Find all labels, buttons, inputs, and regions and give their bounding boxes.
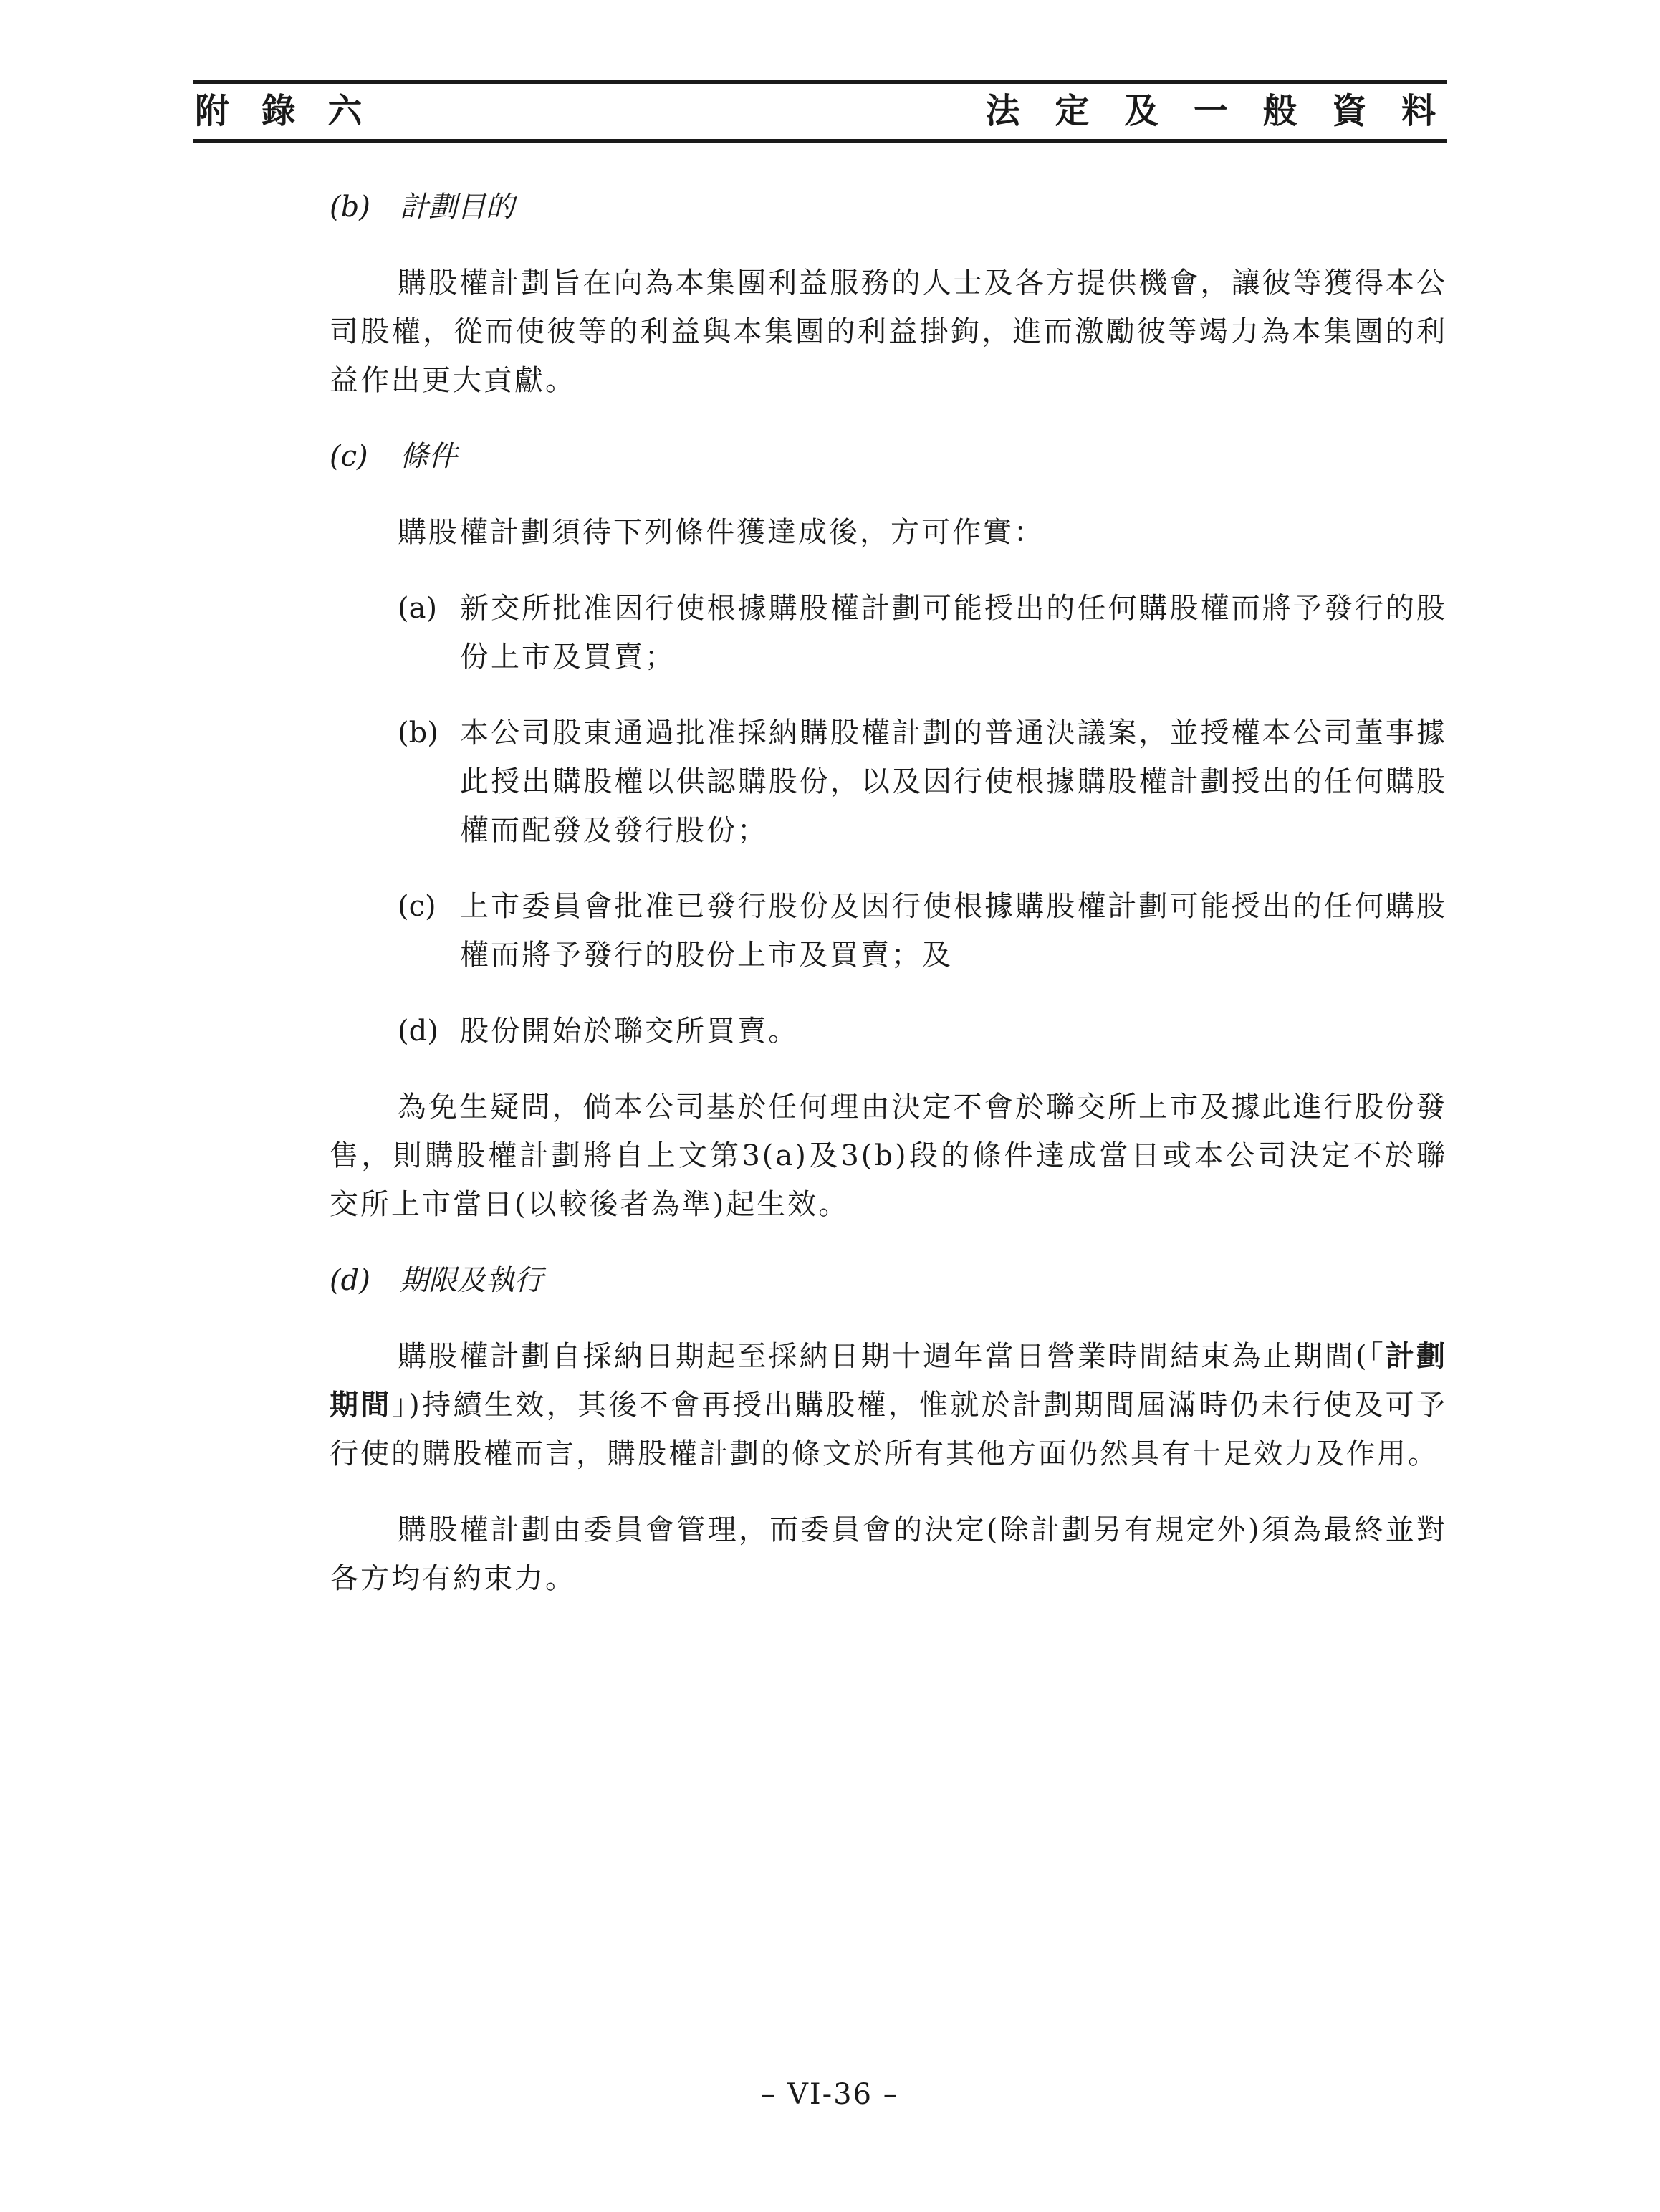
condition-item [330, 1007, 1447, 1055]
heading-c [330, 432, 1447, 481]
document-body [330, 183, 1447, 1630]
heading-d [330, 1256, 1447, 1305]
conditions-intro: 購股權計劃須待下列條件獲達成後，方可作實： [398, 516, 1045, 549]
header-top-rule [193, 80, 1447, 84]
heading-b [330, 183, 1447, 231]
duration-paragraph [330, 1332, 1447, 1478]
page-number: – VI-36 – [761, 2078, 899, 2111]
scheme-period-term: 計劃期間 [330, 1339, 1448, 1422]
condition-marker: (b) [398, 717, 438, 750]
condition-item [330, 584, 1447, 681]
duration-text-start: 購股權計劃自採納日期起至採納日期十週年當日營業時間結束為止期間(「 [398, 1340, 1386, 1373]
header-bottom-rule [193, 139, 1447, 143]
condition-marker: (d) [398, 1015, 438, 1048]
condition-marker: (c) [398, 890, 436, 923]
conditions-closing-paragraph: 為免生疑問，倘本公司基於任何理由決定不會於聯交所上市及據此進行股份發售，則購股權計劃將自上文第3(a)及3(b)段的條件達成當日或本公司決定不於聯交所上市當日(以較後者為準)起生效。 [330, 1091, 1447, 1221]
condition-item [330, 709, 1447, 855]
appendix-label: 附 錄 六 [195, 91, 373, 131]
condition-marker: (a) [398, 592, 438, 625]
heading-b-number: (b) [330, 191, 370, 224]
heading-b-title: 計劃目的 [400, 191, 514, 224]
heading-d-number: (d) [330, 1264, 370, 1297]
condition-text: 股份開始於聯交所買賣。 [460, 1015, 799, 1048]
heading-c-number: (c) [330, 440, 368, 473]
condition-text: 上市委員會批准已發行股份及因行使根據購股權計劃可能授出的任何購股權而將予發行的股份上市及買賣；及 [460, 890, 1447, 972]
heading-c-title: 條件 [400, 440, 457, 473]
administration-paragraph: 購股權計劃由委員會管理，而委員會的決定(除計劃另有規定外)須為最終並對各方均有約束力。 [330, 1513, 1447, 1595]
condition-item [330, 882, 1447, 980]
duration-text-end: 」)持續生效，其後不會再授出購股權，惟就於計劃期間屆滿時仍未行使及可予行使的購股權而言，購股權計劃的條文於所有其他方面仍然具有十足效力及作用。 [330, 1389, 1448, 1470]
condition-text: 新交所批准因行使根據購股權計劃可能授出的任何購股權而將予發行的股份上市及買賣； [460, 592, 1447, 674]
condition-text: 本公司股東通過批准採納購股權計劃的普通決議案，並授權本公司董事據此授出購股權以供認購股份，以及因行使根據購股權計劃授出的任何購股權而配發及發行股份； [460, 717, 1447, 847]
heading-d-title: 期限及執行 [400, 1264, 543, 1297]
section-title: 法 定 及 一 般 資 料 [985, 91, 1447, 131]
purpose-paragraph: 購股權計劃旨在向為本集團利益服務的人士及各方提供機會，讓彼等獲得本公司股權，從而使彼等的利益與本集團的利益掛鉤，進而激勵彼等竭力為本集團的利益作出更大貢獻。 [330, 267, 1447, 397]
